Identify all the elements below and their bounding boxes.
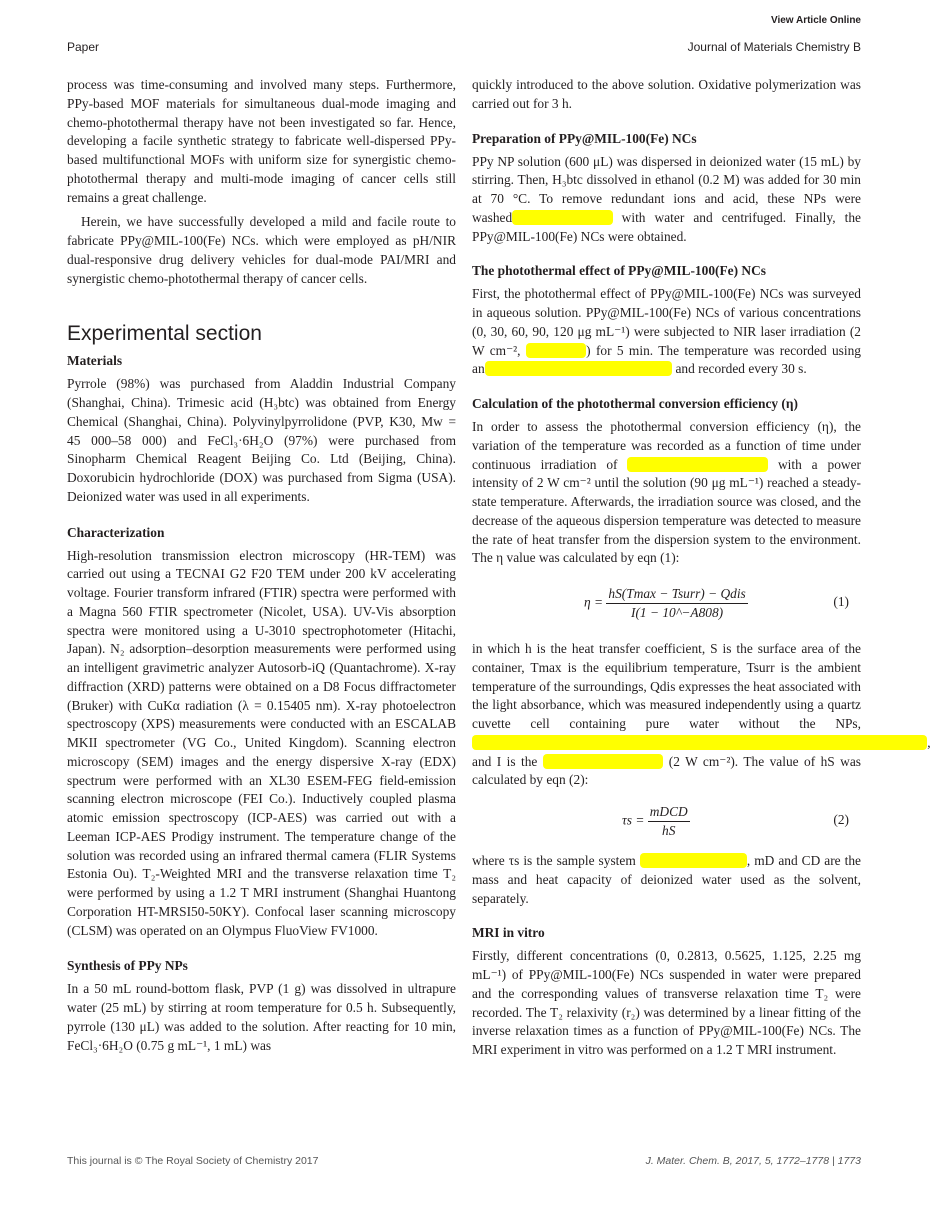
eq1-numerator: hS(Tmax − Tsurr) − Qdis xyxy=(606,586,747,604)
materials-heading: Materials xyxy=(67,353,123,369)
text-segment: In order to assess the photothermal conversion efficiency (η), the variation of the temperature was recorded as a function of time under continuous irradiation of xyxy=(472,419,861,472)
herein-paragraph xyxy=(67,213,456,288)
header-left: Paper xyxy=(67,40,100,54)
eq2-denominator: hS xyxy=(662,823,676,838)
right-column xyxy=(472,76,931,1060)
text-segment: First, the photothermal effect of PPy@MIL-100(Fe) NCs was surveyed in aqueous solution. PPy@MIL-100(Fe) NCs of various concentrations (0, 30, 60, 90, 120 μg mL⁻¹) were subjected to NIR laser irradiation (2 W cm⁻², xyxy=(472,286,861,358)
materials-paragraph xyxy=(67,375,456,506)
text-segment: ) for 5 min. The temperature was recorded using an xyxy=(472,342,861,377)
highlight-redaction xyxy=(485,361,672,376)
eq1-lhs: η = xyxy=(584,594,604,610)
text-segment: quickly introduced to the above solution. Oxidative polymerization was carried out for 3 h. xyxy=(472,77,861,111)
highlight-redaction xyxy=(512,210,612,225)
text-segment: Firstly, different concentrations (0, 0.2813, 0.5625, 1.125, 2.25 mg mL⁻¹) of PPy@MIL-100(Fe) NCs suspended in water were prepared and the corresponding values of transverse relaxation time T₂ were recorded. The T₂ relaxivity (r₂) was determined by a linear fitting of the inverse relaxation times as a function of PPy@MIL-100(Fe) NCs. The MRI experiment in vitro was performed on a 1.2 T MRI instrument. xyxy=(472,948,861,1057)
text-segment: with a power intensity of 2 W cm⁻² until the solution (90 μg mL⁻¹) reached a steady-state temperature. Afterwards, the irradiation source was closed, and the decrease of the aqueous dispersion temperature was detected to measure the rate of heat transfer from the dispersion system to the environment. The η value was calculated by eqn (1): xyxy=(472,456,861,566)
text-segment: with water and centrifuged. Finally, the PPy@MIL-100(Fe) NCs were obtained. xyxy=(472,209,861,244)
left-column xyxy=(67,76,456,1055)
eq2-lhs: τs = xyxy=(622,812,645,828)
highlight-redaction xyxy=(526,343,586,358)
text-segment: In a 50 mL round-bottom flask, PVP (1 g) was dissolved in ultrapure water (25 mL) by stirring at room temperature for 0.5 h. Subsequently, pyrrole (130 μL) was added to the solution. After reacting for 10 min, FeCl₃·6H₂O (0.75 g mL⁻¹, 1 mL) was xyxy=(67,981,456,1053)
text-segment: , and I is the xyxy=(472,734,931,769)
text-segment: and recorded every 30 s. xyxy=(672,361,807,377)
text-segment: where τs is the sample system xyxy=(472,853,640,868)
photothermal-heading: The photothermal effect of PPy@MIL-100(Fe) NCs xyxy=(472,263,766,279)
eq1-number: (1) xyxy=(833,594,849,609)
calculation-paragraph xyxy=(472,418,861,568)
eq1-explanation xyxy=(472,640,931,790)
characterization-paragraph xyxy=(67,547,456,941)
calculation-heading: Calculation of the photothermal conversion efficiency (η) xyxy=(472,396,798,411)
text-segment: , mD and CD are the mass and heat capacity of deionized water used as the solvent, separately. xyxy=(472,853,861,906)
eq1-denominator: I(1 − 10^−A808) xyxy=(631,605,724,620)
photothermal-paragraph xyxy=(472,285,861,379)
text-segment: PPy NP solution (600 μL) was dispersed in deionized water (15 mL) by stirring. Then, H₃btc dissolved in ethanol (0.2 M) was added for 30 min at 70 °C. To remove redundant ions and acid, these NPs were washed xyxy=(472,153,861,225)
synthesis-paragraph xyxy=(67,980,456,1055)
text-segment: High-resolution transmission electron microscopy (HR-TEM) was carried out using a TECNAI G2 F20 TEM under 200 kV accelerating voltage. Fourier transform infrared (FTIR) spectra were performed with a Magna 560 FTIR spectrometer (Nicolet, USA). UV-Vis absorption spectra were monitored using a U-3010 spectrophotometer (Hitachi, Japan). N₂ adsorption–desorption measurements were performed using an intelligent gravimetric analyzer Autosorb-iQ (Quantachrome). X-ray diffraction (XRD) patterns were obtained on a D8 Focus diffractometer (Bruker) with CuKα radiation (λ = 0.15405 nm). X-ray photoelectron spectroscopy (XPS) measurements were conducted with an ESCALAB MKII spectrometer (VG Co., United Kingdom). Scanning electron microscopy (SEM) images and the energy dispersive X-ray (EDX) spectrum were performed with an XL30 ESEM-FEG field-emission scanning electron microscope (FEI Co.). Inductively coupled plasma atomic emission spectroscopy (ICP-AES) was carried out with a Leeman ICP-AES Prodigy instrument. The temperature change of the solution was recorded using an infrared thermal camera (FLIR Systems Estonia Ou). T₂-Weighted MRI and the transverse relaxation time T₂ were performed by using a 1.2 T MRI instrument (Shanghai Huantong Corporation HT-MRSI50-50KY). Confocal laser scanning microscopy (CLSM) was operated on an Olympus FluoView FV1000. xyxy=(67,547,456,938)
text-segment: Pyrrole (98%) was purchased from Aladdin Industrial Company (Shanghai, China). Trimesic acid (H₃btc) was obtained from Energy Chemical (Shanghai, China). Polyvinylpyrrolidone (PVP, K30, Mw = 45 000–58 000) and FeCl₃·6H₂O (97%) were purchased from Sinopharm Chemical Reagent Beijing Co. Ltd (Beijing, China). Doxorubicin hydrochloride (DOX) was purchased from Sigma (USA). Deionized water was used in all experiments. xyxy=(67,376,456,504)
journal-name: Journal of Materials Chemistry B xyxy=(687,40,861,54)
text-segment: in which h is the heat transfer coefficient, S is the surface area of the container, Tmax is the equilibrium temperature, Tsurr is the ambient temperature of the surroundings, Qdis expresses the heat associated with the light absorbance, which was measured independently using a quartz cuvette cell containing pure water without the NPs, xyxy=(472,641,861,731)
highlight-redaction xyxy=(472,735,927,750)
mri-paragraph xyxy=(472,947,861,1060)
section-title: Experimental section xyxy=(67,322,262,346)
text-segment: process was time-consuming and involved many steps. Furthermore, PPy-based MOF materials for simultaneous dual-mode imaging and chemo-photothermal therapy have not been investigated so far. Hence, developing a facile synthetic strategy to fabricate well-dispersed PPy-based multifunctional MOFs with uniform size for synergistic chemo-photothermal therapy and multi-mode imaging of cancer cells still remains a great challenge. xyxy=(67,77,456,205)
continued-paragraph xyxy=(472,76,861,114)
text-segment: (2 W cm⁻²). The value of hS was calculated by eqn (2): xyxy=(472,753,861,788)
eq2-explanation xyxy=(472,852,861,908)
eq2-number: (2) xyxy=(833,812,849,827)
characterization-heading: Characterization xyxy=(67,524,165,540)
equation-1 xyxy=(472,576,861,632)
footer-copyright: This journal is © The Royal Society of Chemistry 2017 xyxy=(67,1155,319,1167)
text-segment: Herein, we have successfully developed a mild and facile route to fabricate PPy@MIL-100(Fe) NCs. which were employed as pH/NIR dual-responsive drug delivery vehicles for dual-mode PAI/MRI and synergistic chemo-photothermal therapy of cancer cells. xyxy=(67,214,456,286)
intro-paragraph xyxy=(67,76,456,207)
preparation-paragraph xyxy=(472,153,861,247)
eq2-numerator: mDCD xyxy=(648,804,690,822)
mri-heading: MRI in vitro xyxy=(472,925,545,941)
preparation-heading: Preparation of PPy@MIL-100(Fe) NCs xyxy=(472,130,697,146)
view-article-online-link[interactable]: View Article Online xyxy=(770,15,861,26)
synthesis-heading: Synthesis of PPy NPs xyxy=(67,958,188,974)
equation-2 xyxy=(472,798,861,846)
highlight-redaction xyxy=(640,853,747,868)
highlight-redaction xyxy=(627,457,768,472)
footer-citation: J. Mater. Chem. B, 2017, 5, 1772–1778 | 1773 xyxy=(645,1155,861,1167)
highlight-redaction xyxy=(543,754,664,769)
